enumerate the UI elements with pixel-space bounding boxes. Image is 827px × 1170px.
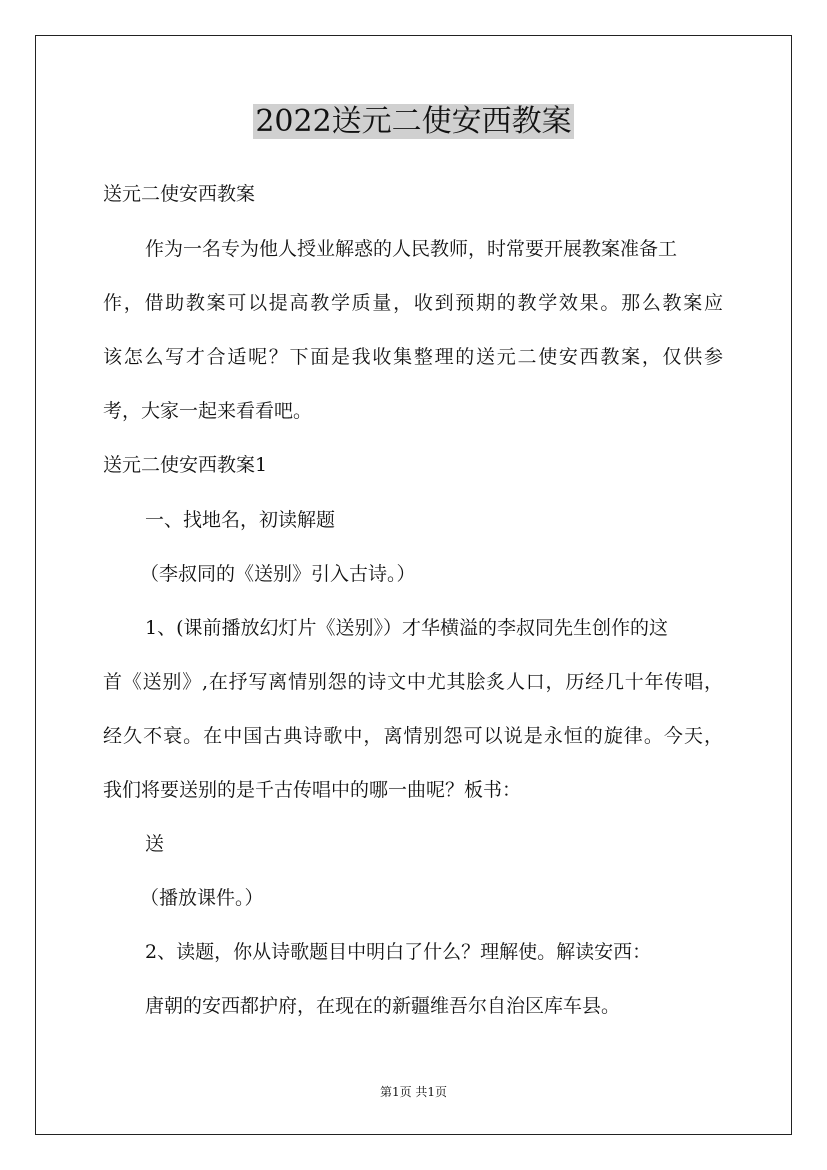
subtitle-line: 送元二使安西教案 <box>103 183 256 205</box>
paragraph-line: 2、读题，你从诗歌题目中明白了什么？理解使。解读安西： <box>145 941 652 963</box>
paragraph-line: （李叔同的《送别》引入古诗。） <box>140 563 416 585</box>
paragraph-line: 唐朝的安西都护府，在现在的新疆维吾尔自治区库车县。 <box>145 995 621 1017</box>
board-text: 送 <box>145 833 165 855</box>
section-heading: 送元二使安西教案1 <box>103 454 268 476</box>
paragraph-line: （播放课件。） <box>140 887 264 909</box>
paragraph-line: 作为一名专为他人授业解惑的人民教师，时常要开展教案准备工 <box>145 238 678 260</box>
page-footer: 第1页 共1页 <box>379 1085 448 1099</box>
paragraph-line: 我们将要送别的是千古传唱中的哪一曲呢？板书： <box>103 779 522 801</box>
paragraph-line: 考，大家一起来看看吧。 <box>103 400 313 422</box>
paragraph-line: 作，借助教案可以提高教学质量，收到预期的教学效果。那么教案应 <box>103 292 723 314</box>
step-heading: 一、找地名，初读解题 <box>145 509 336 531</box>
document-title <box>0 100 827 144</box>
paragraph-line: 经久不衰。在中国古典诗歌中，离情别怨可以说是永恒的旋律。今天， <box>103 725 723 747</box>
paragraph-line: 1、(课前播放幻灯片《送别》）才华横溢的李叔同先生创作的这 <box>145 617 669 639</box>
paragraph-line: 首《送别》,在抒写离情别怨的诗文中尤其脍炙人口，历经几十年传唱， <box>103 671 723 693</box>
title-highlight: 2022送元二使安西教案 <box>255 104 572 139</box>
paragraph-line: 该怎么写才合适呢？下面是我收集整理的送元二使安西教案，仅供参 <box>103 346 723 368</box>
